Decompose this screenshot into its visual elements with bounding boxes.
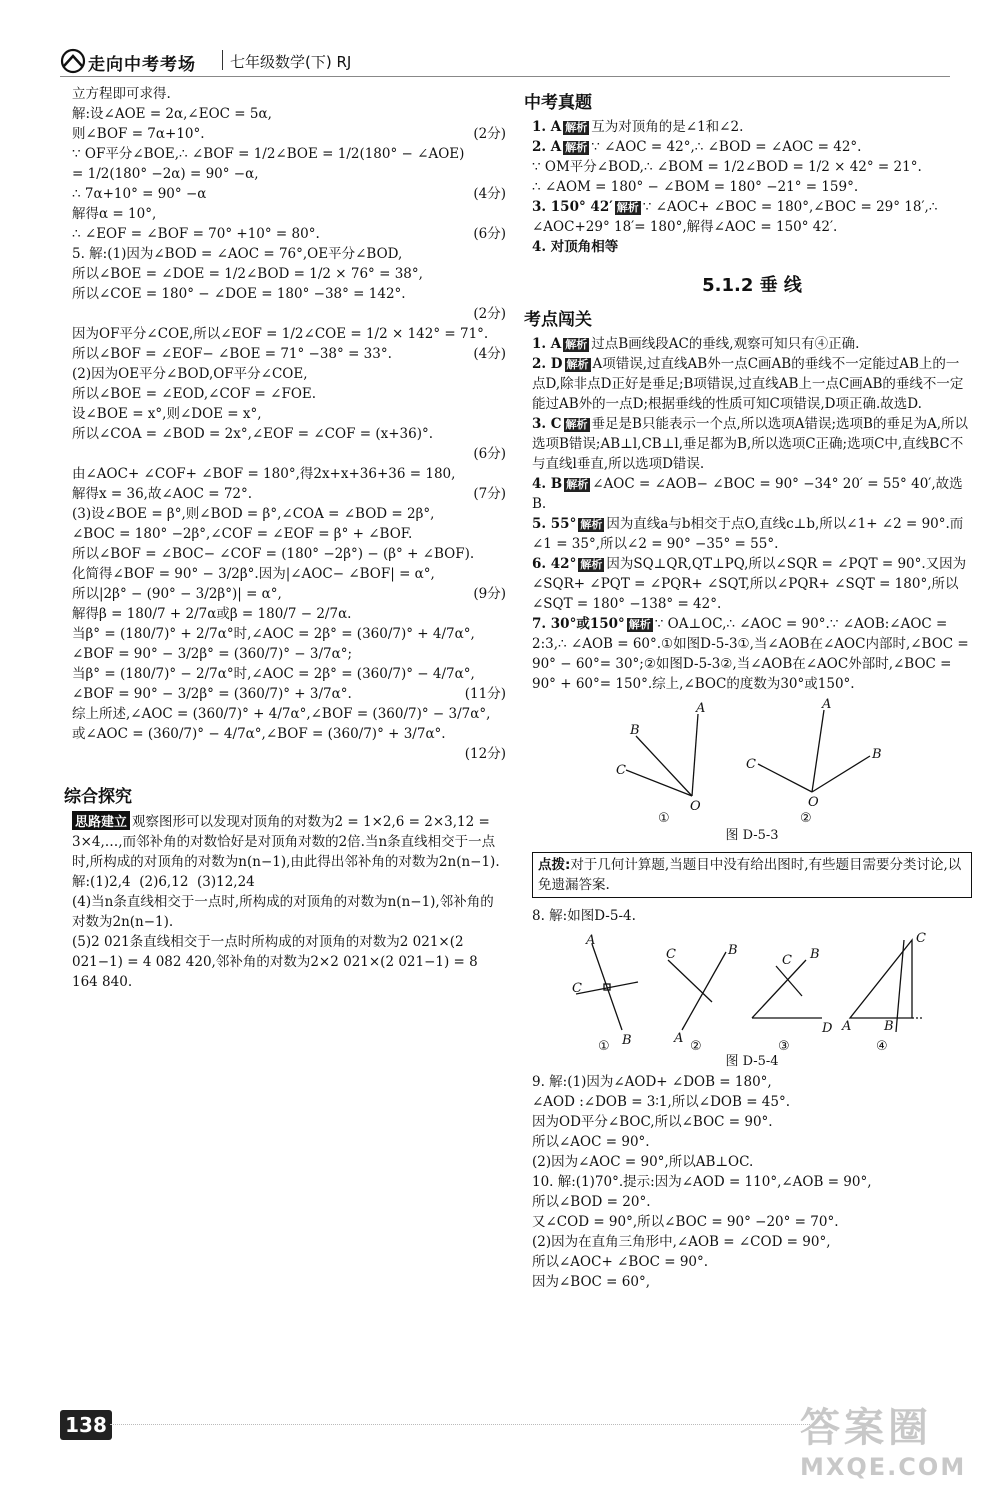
fig3-ray-oa-1 (692, 714, 698, 796)
solution-line (72, 124, 506, 144)
fig4-2-line-c (668, 960, 712, 1002)
answer-key: 4. 对顶角相等 (532, 239, 619, 255)
answer-item (532, 157, 972, 177)
fig3-label-a1: A (696, 701, 706, 716)
solution-text: 则∠BOF = 7α+10°. (72, 126, 205, 142)
analysis-tag: 解析 (580, 558, 603, 571)
solution-text: 所以∠BOF = ∠BOC− ∠COF = (180° −2β°) − (β° + ∠BOF). (72, 546, 475, 562)
fig4-3-perp (776, 966, 802, 996)
answer-item (532, 137, 972, 157)
solution-line (72, 384, 506, 404)
solution-line (72, 664, 506, 684)
header-brand: 走向中考考场 (88, 55, 196, 75)
fig3-ray-oc-1 (626, 770, 692, 796)
answer-line: ∠AOD :∠DOB = 3∶1,所以∠DOB = 45°. (532, 1094, 791, 1110)
score-mark: (4分) (473, 186, 506, 202)
answer-key: 2. A (532, 139, 562, 155)
answer-item (532, 614, 972, 694)
fig4-num-3: ③ (778, 1039, 790, 1052)
solution-line (72, 284, 506, 304)
fig4-1-label-b: B (622, 1033, 632, 1048)
solution-line (72, 744, 506, 764)
answer-line: 所以∠AOC+ ∠BOC = 90°. (532, 1254, 709, 1270)
inquiry-text: 观察图形可以发现对顶角的对数为2 = 1×2,6 = 2×3,12 = 3×4,…,而邻补角的对数恰好是对顶角对数的2倍.当n条直线相交于一点时,所构成的对顶角的对数为n(n−1),由此得出邻补角的对数为2n(n−1). (72, 814, 500, 870)
subsection-title: 5.1.2 垂 线 (702, 275, 802, 296)
inquiry-answer-1: 解:(1)2,4 (2)6,12 (3)12,24 (72, 874, 255, 890)
answer-item (532, 514, 972, 554)
analysis-tag: 解析 (616, 201, 639, 214)
fig3-label-b1: B (630, 723, 640, 738)
solution-line (72, 484, 506, 504)
answer-line: 所以∠AOC = 90°. (532, 1134, 650, 1150)
solution-line (72, 584, 506, 604)
fig4-1-label-c: C (572, 981, 582, 996)
answer-line: 因为∠BOC = 60°, (532, 1274, 650, 1290)
solution-text: 综上所述,∠AOC = (360/7)° + 4/7α°,∠BOF = (360/7)° − 3/7α°, (72, 706, 491, 722)
fig3-ray-ob-1 (636, 736, 692, 796)
figure-d-5-3 (532, 698, 972, 826)
inquiry-intro (72, 811, 506, 872)
header-rule (60, 76, 950, 77)
solution-text: 解得x = 36,故∠AOC = 72°. (72, 486, 253, 502)
inquiry-tag: 思路建立 (72, 811, 130, 830)
solution-line (72, 724, 506, 744)
answer-body: ∴ ∠AOM = 180° − ∠BOM = 180° −21° = 159°. (532, 179, 859, 195)
solution-text: 立方程即可求得. (72, 86, 171, 102)
tip-box (532, 852, 972, 898)
solution-line (72, 644, 506, 664)
solution-text: 所以∠BOF = ∠EOF− ∠BOE = 71° −38° = 33°. (72, 346, 392, 362)
answer-key: 1. A (532, 119, 562, 135)
brand-logo-icon (60, 48, 86, 74)
figure-d-5-4-caption: 图 D-5-4 (725, 1054, 779, 1069)
score-mark: (2分) (473, 126, 506, 142)
solution-text: 所以∠BOE = ∠DOE = 1/2∠BOD = 1/2 × 76° = 38°, (72, 266, 423, 282)
solution-line (72, 504, 506, 524)
answer-item (532, 474, 972, 514)
fig3-label-c1: C (616, 763, 626, 778)
score-mark: (2分) (473, 306, 506, 322)
answer-body: ∵ OM平分∠BOD,∴ ∠BOM = 1/2∠BOD = 1/2 × 42° = 21°. (532, 159, 922, 175)
solution-line (72, 324, 506, 344)
answer-line: 9. 解:(1)因为∠AOD+ ∠DOB = 180°, (532, 1074, 772, 1090)
answer-body: 垂足是B只能表示一个点,所以选项A错误;选项B的垂足为A,所以选项B错误;AB⊥l,CB⊥l,垂足都为B,所以选项C正确;选项C中,直线BC不与直线l垂直,所以选项D错误. (532, 416, 969, 472)
solution-line (72, 104, 506, 124)
analysis-tag: 解析 (565, 121, 588, 134)
solution-text: 化简得∠BOF = 90° − 3/2β°.因为|∠AOC− ∠BOF| = α°, (72, 566, 435, 582)
fig4-4-label-b: B (884, 1019, 894, 1034)
fig4-1-label-a: A (586, 933, 596, 948)
checkpoint-answers (532, 334, 972, 694)
analysis-tag: 解析 (628, 618, 651, 631)
answer-item (532, 554, 972, 614)
solution-text: 5. 解:(1)因为∠BOD = ∠AOC = 76°,OE平分∠BOD, (72, 246, 403, 262)
solution-line (72, 404, 506, 424)
solution-text: 解得β = 180/7 + 2/7α或β = 180/7 − 2/7α. (72, 606, 352, 622)
solution-line (72, 184, 506, 204)
score-mark: (7分) (473, 486, 506, 502)
answer-item (532, 334, 972, 354)
fig3-ray-oa-2 (812, 710, 824, 792)
fig3-label-o2: O (808, 795, 819, 810)
score-mark: (4分) (473, 346, 506, 362)
answer-body: 互为对顶角的是∠1和∠2. (591, 119, 744, 135)
score-mark: (11分) (464, 686, 506, 702)
page-number: 138 (60, 1410, 112, 1440)
header-subtitle: 七年级数学(下) RJ (230, 53, 352, 71)
answer-item (532, 177, 972, 197)
answer-body: ∠AOC = ∠AOB− ∠BOC = 90° −34° 20′ = 55° 40′,故选B. (532, 476, 963, 512)
answer-key: 4. B (532, 476, 563, 492)
fig3-label-o1: O (690, 799, 701, 814)
left-solution-lines (72, 84, 506, 764)
solution-text: ∠BOF = 90° − 3/2β° = (360/7)° − 3/7α°; (72, 646, 353, 662)
answer-body: A项错误,过直线AB外一点C画AB的垂线不一定能过AB上的一点D,除非点D正好是垂足;B项错误,过直线AB上一点C画AB的垂线不一定能过AB外的一点D;根据垂线的性质可知C项错误,D项正确.故选D. (532, 356, 964, 412)
solution-line (72, 564, 506, 584)
answer-item (532, 117, 972, 137)
fig4-4-label-a: A (842, 1019, 852, 1034)
solution-text: 设∠BOE = x°,则∠DOE = x°, (72, 406, 262, 422)
answer-line: (2)因为在直角三角形中,∠AOB = ∠COD = 90°, (532, 1234, 831, 1250)
answer-body: ∵ ∠AOC+ ∠BOC = 180°,∠BOC = 29° 18′,∴ ∠AOC+29° 18′= 180°,解得∠AOC = 150° 42′. (532, 199, 942, 235)
answer-key: 2. D (532, 356, 563, 372)
answer-key: 3. C (532, 416, 562, 432)
answer-line: 所以∠BOD = 20°. (532, 1194, 651, 1210)
fig3-label-b2: B (872, 747, 882, 762)
answer-key: 5. 55° (532, 516, 577, 532)
solution-line (72, 444, 506, 464)
fig4-4-label-c: C (916, 931, 926, 946)
right-column (524, 84, 974, 1292)
fig3-label-c2: C (746, 757, 756, 772)
q8-text: 8. 解:如图D-5-4. (532, 908, 636, 924)
fig4-num-1: ① (598, 1039, 610, 1052)
watermark-url: MXQE.COM (800, 1453, 967, 1481)
answer-body: 因为SQ⊥QR,QT⊥PQ,所以∠SQR = ∠PQT = 90°.又因为∠SQR+ ∠PQT = ∠PQR+ ∠SQT,所以∠PQR+ ∠SQT = 180°,所以∠SQT = 180° −138° = 42°. (532, 556, 967, 612)
solution-line (72, 244, 506, 264)
analysis-tag: 解析 (580, 518, 603, 531)
solution-text: (2)因为OE平分∠BOD,OF平分∠COE, (72, 366, 308, 382)
solution-text: 当β° = (180/7)° + 2/7α°时,∠AOC = 2β° = (360/7)° + 4/7α°, (72, 626, 475, 642)
solution-line (72, 544, 506, 564)
watermark-title: 答案圈 (800, 1405, 932, 1451)
solution-line (72, 144, 506, 164)
solution-text: 解得α = 10°, (72, 206, 157, 222)
fig3-num-1: ① (658, 811, 670, 826)
answer-body: 过点B画线段AC的垂线,观察可知只有④正确. (591, 336, 860, 352)
fig4-3-label-b: B (810, 947, 820, 962)
figure-d-5-4 (532, 930, 972, 1052)
exam-answers (532, 117, 972, 257)
answer-body: 因为直线a与b相交于点O,直线c⊥b,所以∠1+ ∠2 = 90°.而∠1 = 35°,所以∠2 = 90° −35° = 55°. (532, 516, 964, 552)
solution-line (72, 524, 506, 544)
answer-line: 因为OD平分∠BOC,所以∠BOC = 90°. (532, 1114, 773, 1130)
solution-text: 所以∠COA = ∠BOD = 2x°,∠EOF = ∠COF = (x+36)°. (72, 426, 434, 442)
section-title-exam: 中考真题 (524, 93, 592, 113)
solution-text: = 1/2(180° −2α) = 90° −α, (72, 166, 259, 182)
solution-line (72, 624, 506, 644)
solution-line (72, 684, 506, 704)
solution-text: 所以∠BOE = ∠EOD,∠COF = ∠FOE. (72, 386, 317, 402)
fig3-ray-ob-2 (812, 756, 870, 792)
fig3-ray-oc-2 (758, 764, 812, 792)
solution-line (72, 204, 506, 224)
section-title-checkpoints: 考点闯关 (524, 310, 592, 330)
solution-text: 或∠AOC = (360/7)° − 4/7α°,∠BOF = (360/7)° + 3/7α°. (72, 726, 446, 742)
solution-line (72, 84, 506, 104)
analysis-tag: 解析 (566, 478, 589, 491)
watermark (800, 1396, 990, 1482)
solution-text: 当β° = (180/7)° − 2/7α°时,∠AOC = 2β° = (360/7)° − 4/7α°, (72, 666, 475, 682)
answer-key: 3. 150° 42′ (532, 199, 613, 215)
footer-rule (110, 1424, 810, 1425)
score-mark: (9分) (473, 586, 506, 602)
analysis-tag: 解析 (565, 338, 588, 351)
solution-line (72, 424, 506, 444)
solution-text: ∠BOC = 180° −2β°,∠COF = ∠EOF = β° + ∠BOF. (72, 526, 413, 542)
solution-line (72, 604, 506, 624)
solution-text: 所以∠COE = 180° − ∠DOE = 180° −38° = 142°. (72, 286, 406, 302)
tip-text: 对于几何计算题,当题目中没有给出图时,有些题目需要分类讨论,以免遗漏答案. (538, 857, 962, 893)
figure-d-5-3-caption: 图 D-5-3 (725, 828, 779, 843)
solution-text: ∵ OF平分∠BOE,∴ ∠BOF = 1/2∠BOE = 1/2(180° − ∠AOE) (72, 146, 465, 162)
answer-body: ∵ OA⊥OC,∴ ∠AOC = 90°.∵ ∠AOB:∠AOC = 2:3,∴ ∠AOB = 60°.①如图D-5-3①,当∠AOB在∠AOC内部时,∠BOC = 90° − 60°= 30°;②如图D-5-3②,当∠AOB在∠AOC外部时,∠BOC = 90° + 60°= 150°.综上,∠BOC的度数为30°或150°. (532, 616, 974, 692)
solution-text: 解:设∠AOE = 2α,∠EOC = 5α, (72, 106, 272, 122)
fig4-num-2: ② (690, 1039, 702, 1052)
answer-line: 10. 解:(1)70°.提示:因为∠AOD = 110°,∠AOB = 90°, (532, 1174, 872, 1190)
section-title-synthesis: 综合探究 (64, 787, 132, 807)
solution-line (72, 364, 506, 384)
answer-item (532, 197, 972, 237)
solution-line (72, 164, 506, 184)
score-mark: (12分) (464, 746, 506, 762)
solution-line (72, 344, 506, 364)
fig3-num-2: ② (800, 811, 812, 826)
answer-body: ∵ ∠AOC = 42°,∴ ∠BOD = ∠AOC = 42°. (591, 139, 862, 155)
solution-line (72, 464, 506, 484)
answer-key: 7. 30°或150° (532, 616, 625, 632)
fig4-2-label-c: C (666, 947, 676, 962)
solution-line (72, 304, 506, 324)
score-mark: (6分) (473, 446, 506, 462)
answer-key: 6. 42° (532, 556, 577, 572)
answer-item (532, 414, 972, 474)
header-divider (222, 50, 223, 70)
fig4-num-4: ④ (876, 1039, 888, 1052)
solution-line (72, 704, 506, 724)
inquiry-answer-4: (4)当n条直线相交于一点时,所构成的对顶角的对数为n(n−1),邻补角的对数为2n(n−1). (72, 894, 494, 930)
score-mark: (6分) (473, 226, 506, 242)
inquiry-answer-5: (5)2 021条直线相交于一点时所构成的对顶角的对数为2 021×(2 021−1) = 4 082 420,邻补角的对数为2×2 021×(2 021−1) = 8 164 840. (72, 934, 483, 990)
fig4-2-line-ab (682, 952, 726, 1030)
solution-text: 由∠AOC+ ∠COF+ ∠BOF = 180°,得2x+x+36+36 = 180, (72, 466, 456, 482)
analysis-tag: 解析 (566, 358, 589, 371)
answer-item (532, 354, 972, 414)
fig4-1-line-ab (592, 944, 622, 1030)
answer-line: (2)因为∠AOC = 90°,所以AB⊥OC. (532, 1154, 754, 1170)
analysis-tag: 解析 (565, 141, 588, 154)
fig4-2-label-a: A (674, 1031, 684, 1046)
fig4-2-label-b: B (728, 943, 738, 958)
answer-item (532, 237, 972, 257)
left-column (64, 84, 506, 992)
tip-label: 点拨: (538, 857, 571, 873)
solution-text: ∠BOF = 90° − 3/2β° = (360/7)° + 3/7α°. (72, 686, 352, 702)
solution-text: ∴ ∠EOF = ∠BOF = 70° +10° = 80°. (72, 226, 320, 242)
fig4-3-label-c: C (782, 953, 792, 968)
solution-text: 因为OF平分∠COE,所以∠EOF = 1/2∠COE = 1/2 × 142° = 71°. (72, 326, 489, 342)
solution-text: 所以|2β° − (90° − 3/2β°)| = α°, (72, 586, 282, 602)
answer-key: 1. A (532, 336, 562, 352)
solution-line (72, 264, 506, 284)
solution-text: ∴ 7α+10° = 90° −α (72, 186, 207, 202)
page-header (0, 0, 1000, 80)
solution-line (72, 224, 506, 244)
answer-line: 又∠COD = 90°,所以∠BOC = 90° −20° = 70°. (532, 1214, 839, 1230)
fig3-label-a2: A (822, 698, 832, 712)
fig4-3-label-d: D (822, 1021, 833, 1036)
q9-q10-answers (532, 1072, 972, 1292)
analysis-tag: 解析 (565, 418, 588, 431)
solution-text: (3)设∠BOE = β°,则∠BOD = β°,∠COA = ∠BOD = 2β°, (72, 506, 435, 522)
